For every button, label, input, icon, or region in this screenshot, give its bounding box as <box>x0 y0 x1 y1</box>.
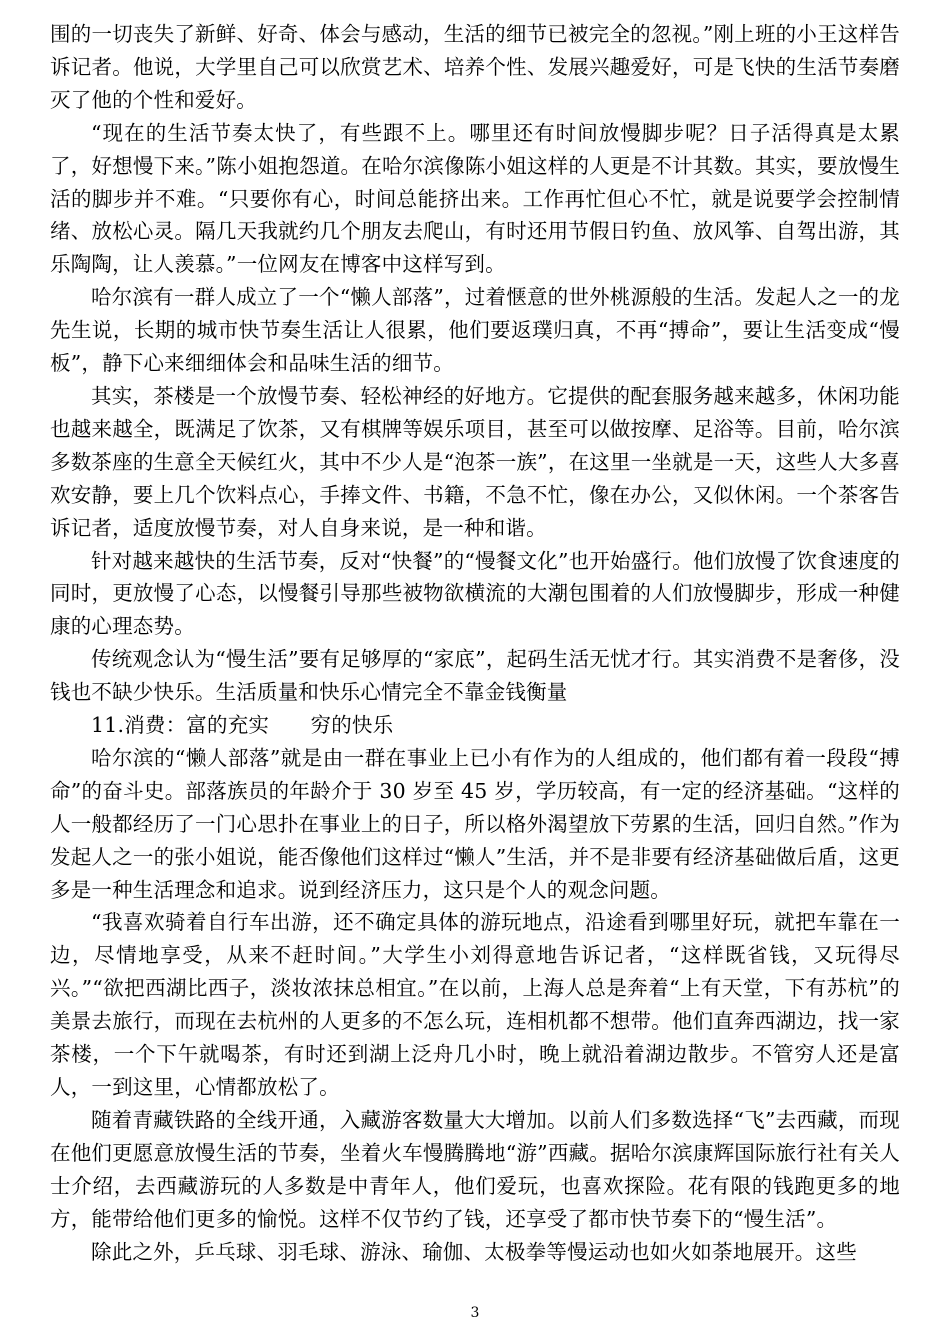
paragraph-1: 围的一切丧失了新鲜、好奇、体会与感动，生活的细节已被完全的忽视。”刚上班的小王这样告诉记者。他说，大学里自己可以欣赏艺术、培养个性、发展兴趣爱好，可是飞快的生活节奏磨灭了他的个性和爱好。 <box>50 22 900 112</box>
paragraph-2: “现在的生活节奏太快了，有些跟不上。哪里还有时间放慢脚步呢？日子活得真是太累了，好想慢下来。”陈小姐抱怨道。在哈尔滨像陈小姐这样的人更是不计其数。其实，要放慢生活的脚步并不难。“只要你有心，时间总能挤出来。工作再忙但心不忙，就是说要学会控制情绪、放松心灵。隔几天我就约几个朋友去爬山，有时还用节假日钓鱼、放风筝、自驾出游，其乐陶陶，让人羡慕。”一位网友在博客中这样写到。 <box>50 120 900 277</box>
paragraph-8: “我喜欢骑着自行车出游，还不确定具体的游玩地点，沿途看到哪里好玩，就把车靠在一边，尽情地享受，从来不赶时间。”大学生小刘得意地告诉记者，“这样既省钱，又玩得尽兴。”“欲把西湖比西子，淡妆浓抹总相宜。”在以前，上海人总是奔着“上有天堂，下有苏杭”的美景去旅行，而现在去杭州的人更多的不怎么玩，连相机都不想带。他们直奔西湖边，找一家茶楼，一个下午就喝茶，有时还到湖上泛舟几小时，晚上就沿着湖边散步。不管穷人还是富人，一到这里，心情都放松了。 <box>50 910 900 1099</box>
paragraph-5: 针对越来越快的生活节奏，反对“快餐”的“慢餐文化”也开始盛行。他们放慢了饮食速度的同时，更放慢了心态，以慢餐引导那些被物欲横流的大潮包围着的人们放慢脚步，形成一种健康的心理态势。 <box>50 548 900 639</box>
section-heading: 11.消费：富的充实 穷的快乐 <box>91 713 394 738</box>
paragraph-6: 传统观念认为“慢生活”要有足够厚的“家底”，起码生活无忧才行。其实消费不是奢侈，没钱也不缺少快乐。生活质量和快乐心情完全不靠金钱衡量 <box>50 647 900 705</box>
body-text <box>50 18 900 1268</box>
paragraph-4: 其实，茶楼是一个放慢节奏、轻松神经的好地方。它提供的配套服务越来越多，休闲功能也越来越全，既满足了饮茶，又有棋牌等娱乐项目，甚至可以做按摩、足浴等。目前，哈尔滨多数茶座的生意全天候红火，其中不少人是“泡茶一族”，在这里一坐就是一天，这些人大多喜欢安静，要上几个饮料点心，手捧文件、书籍，不急不忙，像在办公，又似休闲。一个茶客告诉记者，适度放慢节奏，对人自身来说，是一种和谐。 <box>50 383 900 540</box>
paragraph-9: 随着青藏铁路的全线开通，入藏游客数量大大增加。以前人们多数选择“飞”去西藏，而现在他们更愿意放慢生活的节奏，坐着火车慢腾腾地“游”西藏。据哈尔滨康辉国际旅行社有关人士介绍，去西藏游玩的人多数是中青年人，他们爱玩，也喜欢探险。花有限的钱跑更多的地方，能带给他们更多的愉悦。这样不仅节约了钱，还享受了都市快节奏下的“慢生活”。 <box>50 1107 900 1231</box>
page-number: 3 <box>470 1305 480 1321</box>
paragraph-3: 哈尔滨有一群人成立了一个“懒人部落”，过着惬意的世外桃源般的生活。发起人之一的龙先生说，长期的城市快节奏生活让人很累，他们要返璞归真，不再“搏命”，要让生活变成“慢板”，静下心来细细体会和品味生活的细节。 <box>50 285 900 376</box>
paragraph-10: 除此之外，乒乓球、羽毛球、游泳、瑜伽、太极拳等慢运动也如火如荼地展开。这些 <box>91 1239 857 1264</box>
paragraph-7: 哈尔滨的“懒人部落”就是由一群在事业上已小有作为的人组成的，他们都有着一段段“搏命”的奋斗史。部落族员的年龄介于 30 岁至 45 岁，学历较高，有一定的经济基础。“这样的人一般都经历了一门心思扑在事业上的日子，所以格外渴望放下劳累的生活，回归自然。”作为发起人之一的张小姐说，能否像他们这样过“懒人”生活，并不是非要有经济基础做后盾，这更多是一种生活理念和追求。说到经济压力，这只是个人的观念问题。 <box>50 745 900 902</box>
